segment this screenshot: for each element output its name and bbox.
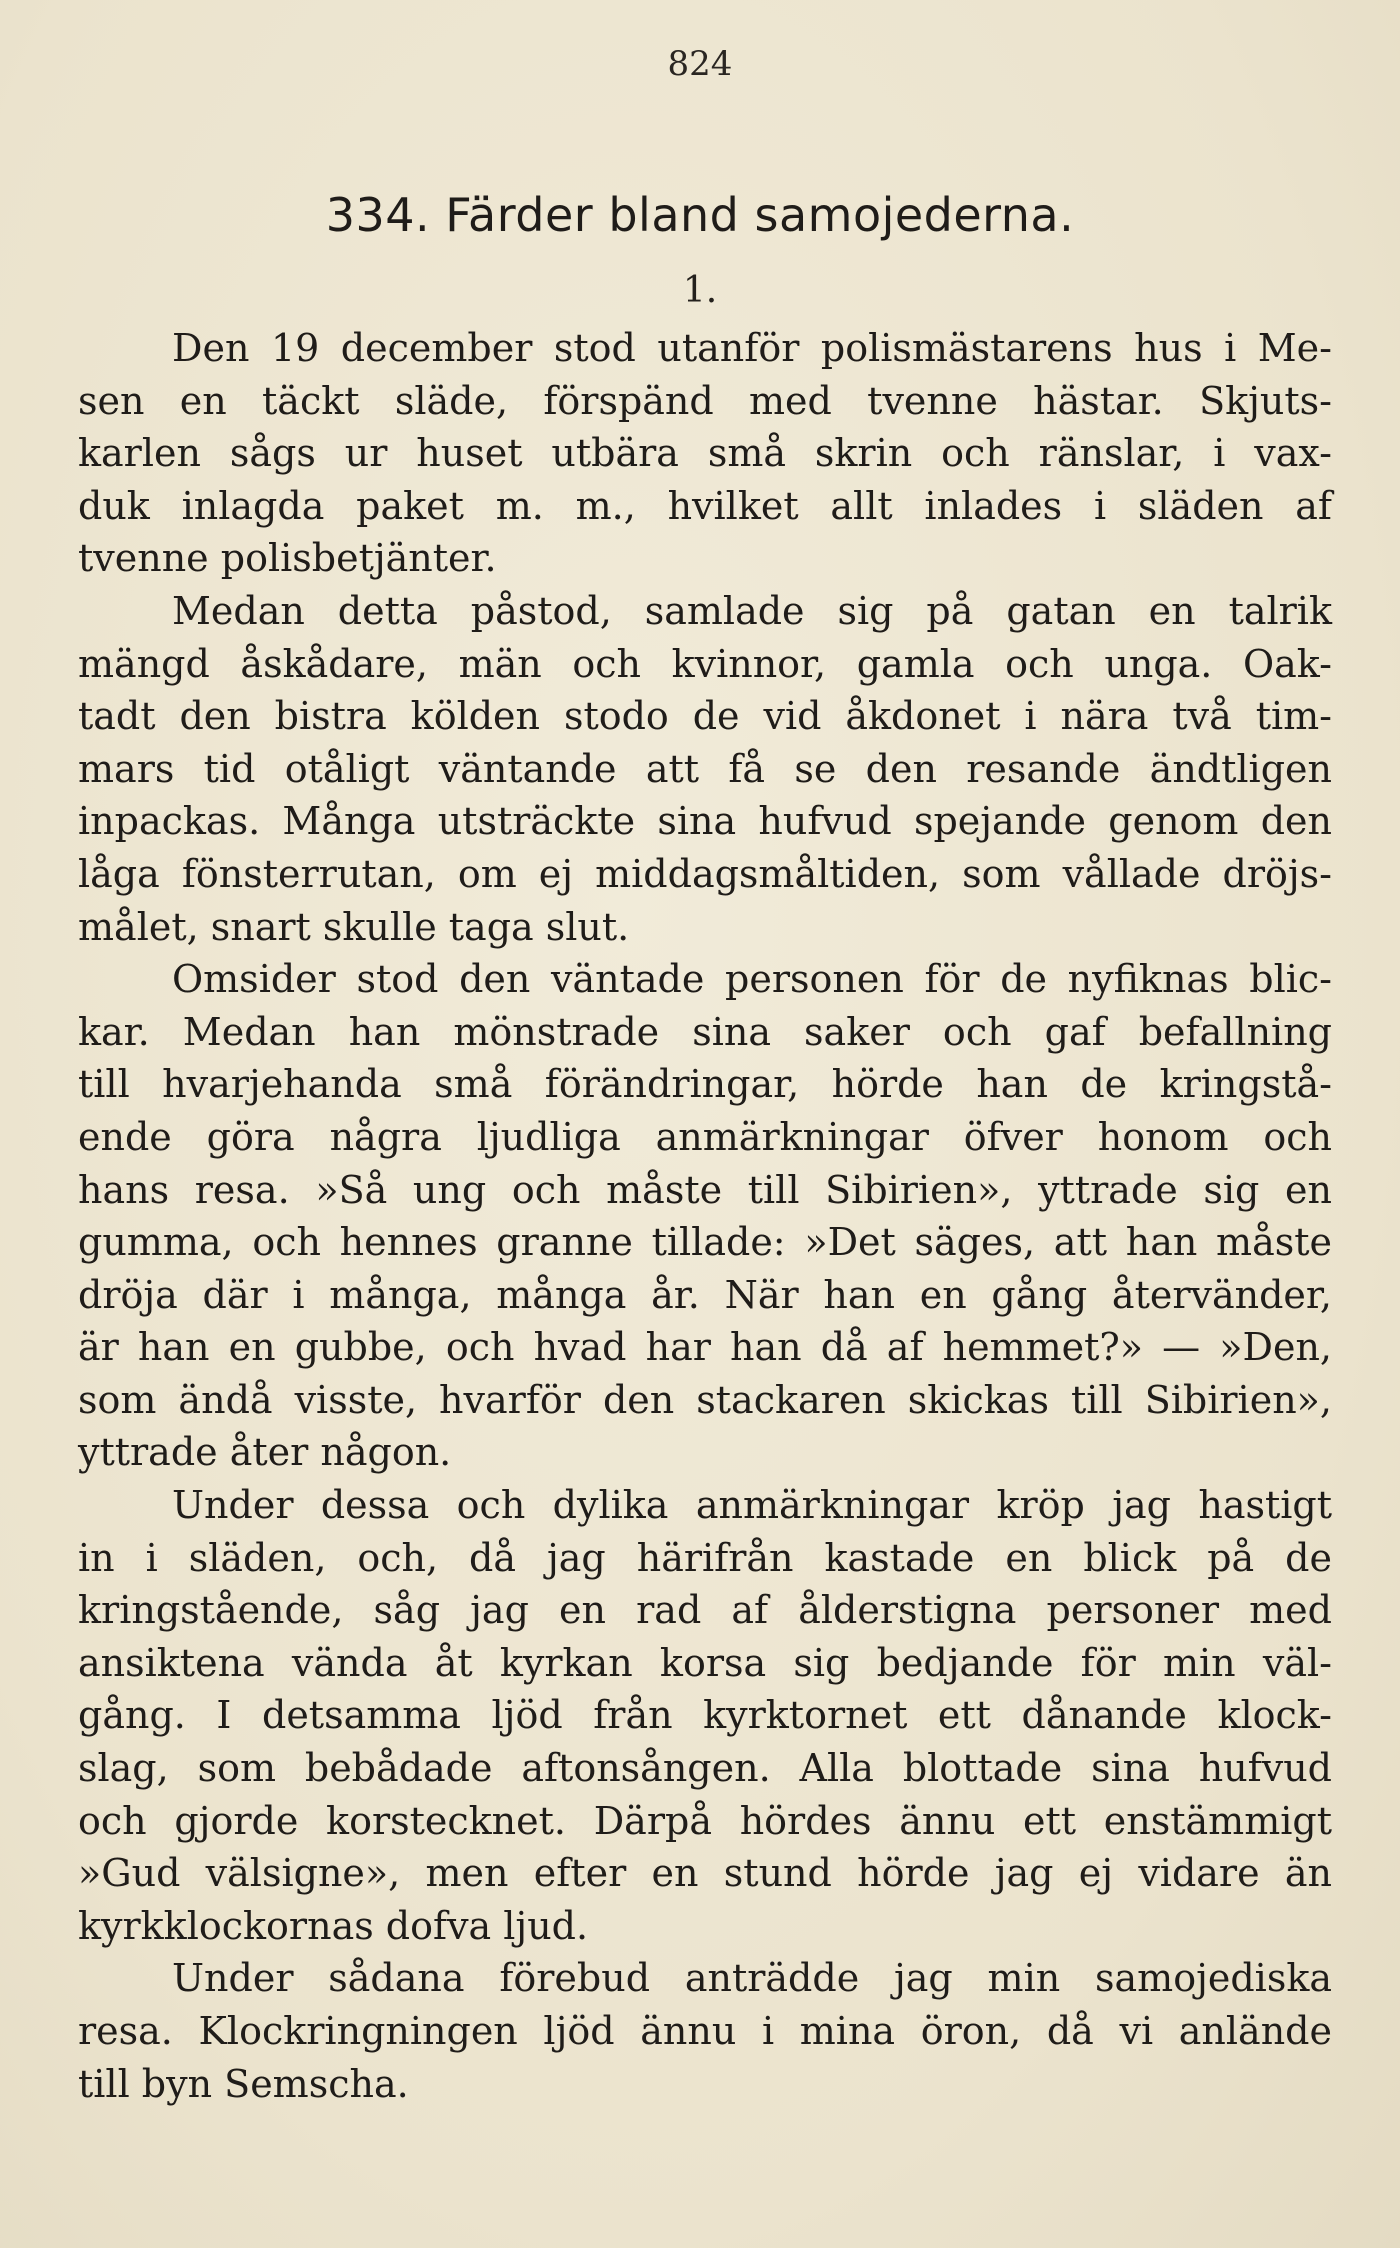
text-line: mängd åskådare, män och kvinnor, gamla och unga. Oak- bbox=[78, 641, 1332, 686]
text-line: in i släden, och, då jag härifrån kastade en blick på de bbox=[78, 1535, 1332, 1580]
text-line: dröja där i många, många år. När han en gång återvänder, bbox=[78, 1272, 1332, 1317]
paragraph-5 bbox=[78, 1952, 1332, 2110]
text-line: till byn Semscha. bbox=[78, 2061, 409, 2106]
text-line: Under dessa och dylika anmärkningar kröp jag hastigt bbox=[172, 1483, 1332, 1528]
text-line: ansiktena vända åt kyrkan korsa sig bedjande för min väl- bbox=[78, 1640, 1332, 1685]
section-number: 1. bbox=[682, 270, 718, 311]
text-line: tadt den bistra kölden stodo de vid åkdonet i nära två tim- bbox=[78, 694, 1332, 739]
paragraph-1 bbox=[78, 322, 1332, 585]
text-line: Medan detta påstod, samlade sig på gatan en talrik bbox=[172, 588, 1332, 633]
text-line: som ändå visste, hvarför den stackaren skickas till Sibirien», bbox=[78, 1377, 1332, 1422]
text-line: kyrkklockornas dofva ljud. bbox=[78, 1903, 589, 1948]
text-line: tvenne polisbetjänter. bbox=[78, 536, 497, 581]
page-number: 824 bbox=[667, 44, 733, 84]
text-line: låga fönsterrutan, om ej middagsmåltiden, som vållade dröjs- bbox=[78, 851, 1332, 896]
text-line: sen en täckt släde, förspänd med tvenne hästar. Skjuts- bbox=[78, 378, 1332, 423]
text-line: hans resa. »Så ung och måste till Sibirien», yttrade sig en bbox=[78, 1167, 1332, 1212]
text-line: resa. Klockringningen ljöd ännu i mina öron, då vi anlände bbox=[78, 2009, 1332, 2053]
text-line: kar. Medan han mönstrade sina saker och gaf befallning bbox=[78, 1009, 1332, 1054]
text-line: ende göra några ljudliga anmärkningar öfver honom och bbox=[78, 1114, 1332, 1159]
paragraph-4 bbox=[78, 1479, 1332, 1952]
text-line: gumma, och hennes granne tillade: »Det säges, att han måste bbox=[78, 1220, 1332, 1265]
text-line: inpackas. Många utsträckte sina hufvud spejande genom den bbox=[78, 799, 1332, 844]
text-line: mars tid otåligt väntande att få se den resande ändtligen bbox=[78, 746, 1332, 791]
text-line: till hvarjehanda små förändringar, hörde han de kringstå- bbox=[78, 1062, 1332, 1107]
chapter-title: 334. Färder bland samojederna. bbox=[325, 188, 1075, 242]
text-line: kringstående, såg jag en rad af ålderstigna personer med bbox=[78, 1588, 1332, 1633]
text-line: målet, snart skulle taga slut. bbox=[78, 904, 630, 949]
paragraph-3 bbox=[78, 953, 1332, 1479]
text-line: yttrade åter någon. bbox=[78, 1430, 452, 1475]
text-line: slag, som bebådade aftonsången. Alla blottade sina hufvud bbox=[78, 1746, 1332, 1791]
paragraph-2 bbox=[78, 585, 1332, 953]
text-line: duk inlagda paket m. m., hvilket allt inlades i släden af bbox=[78, 483, 1332, 528]
text-line: och gjorde korstecknet. Därpå hördes ännu ett enstämmigt bbox=[78, 1798, 1332, 1843]
text-line: gång. I detsamma ljöd från kyrktornet ett dånande klock- bbox=[78, 1693, 1332, 1738]
text-line: karlen sågs ur huset utbära små skrin och ränslar, i vax- bbox=[78, 431, 1332, 476]
text-line: är han en gubbe, och hvad har han då af hemmet?» — »Den, bbox=[78, 1325, 1332, 1370]
text-line: Omsider stod den väntade personen för de nyfiknas blic- bbox=[172, 957, 1332, 1002]
text-line: »Gud välsigne», men efter en stund hörde jag ej vidare än bbox=[78, 1851, 1332, 1896]
text-line: Den 19 december stod utanför polismästarens hus i Me- bbox=[172, 326, 1332, 370]
body-text bbox=[78, 322, 1332, 2110]
text-line: Under sådana förebud anträdde jag min samojediska bbox=[172, 1956, 1332, 2001]
